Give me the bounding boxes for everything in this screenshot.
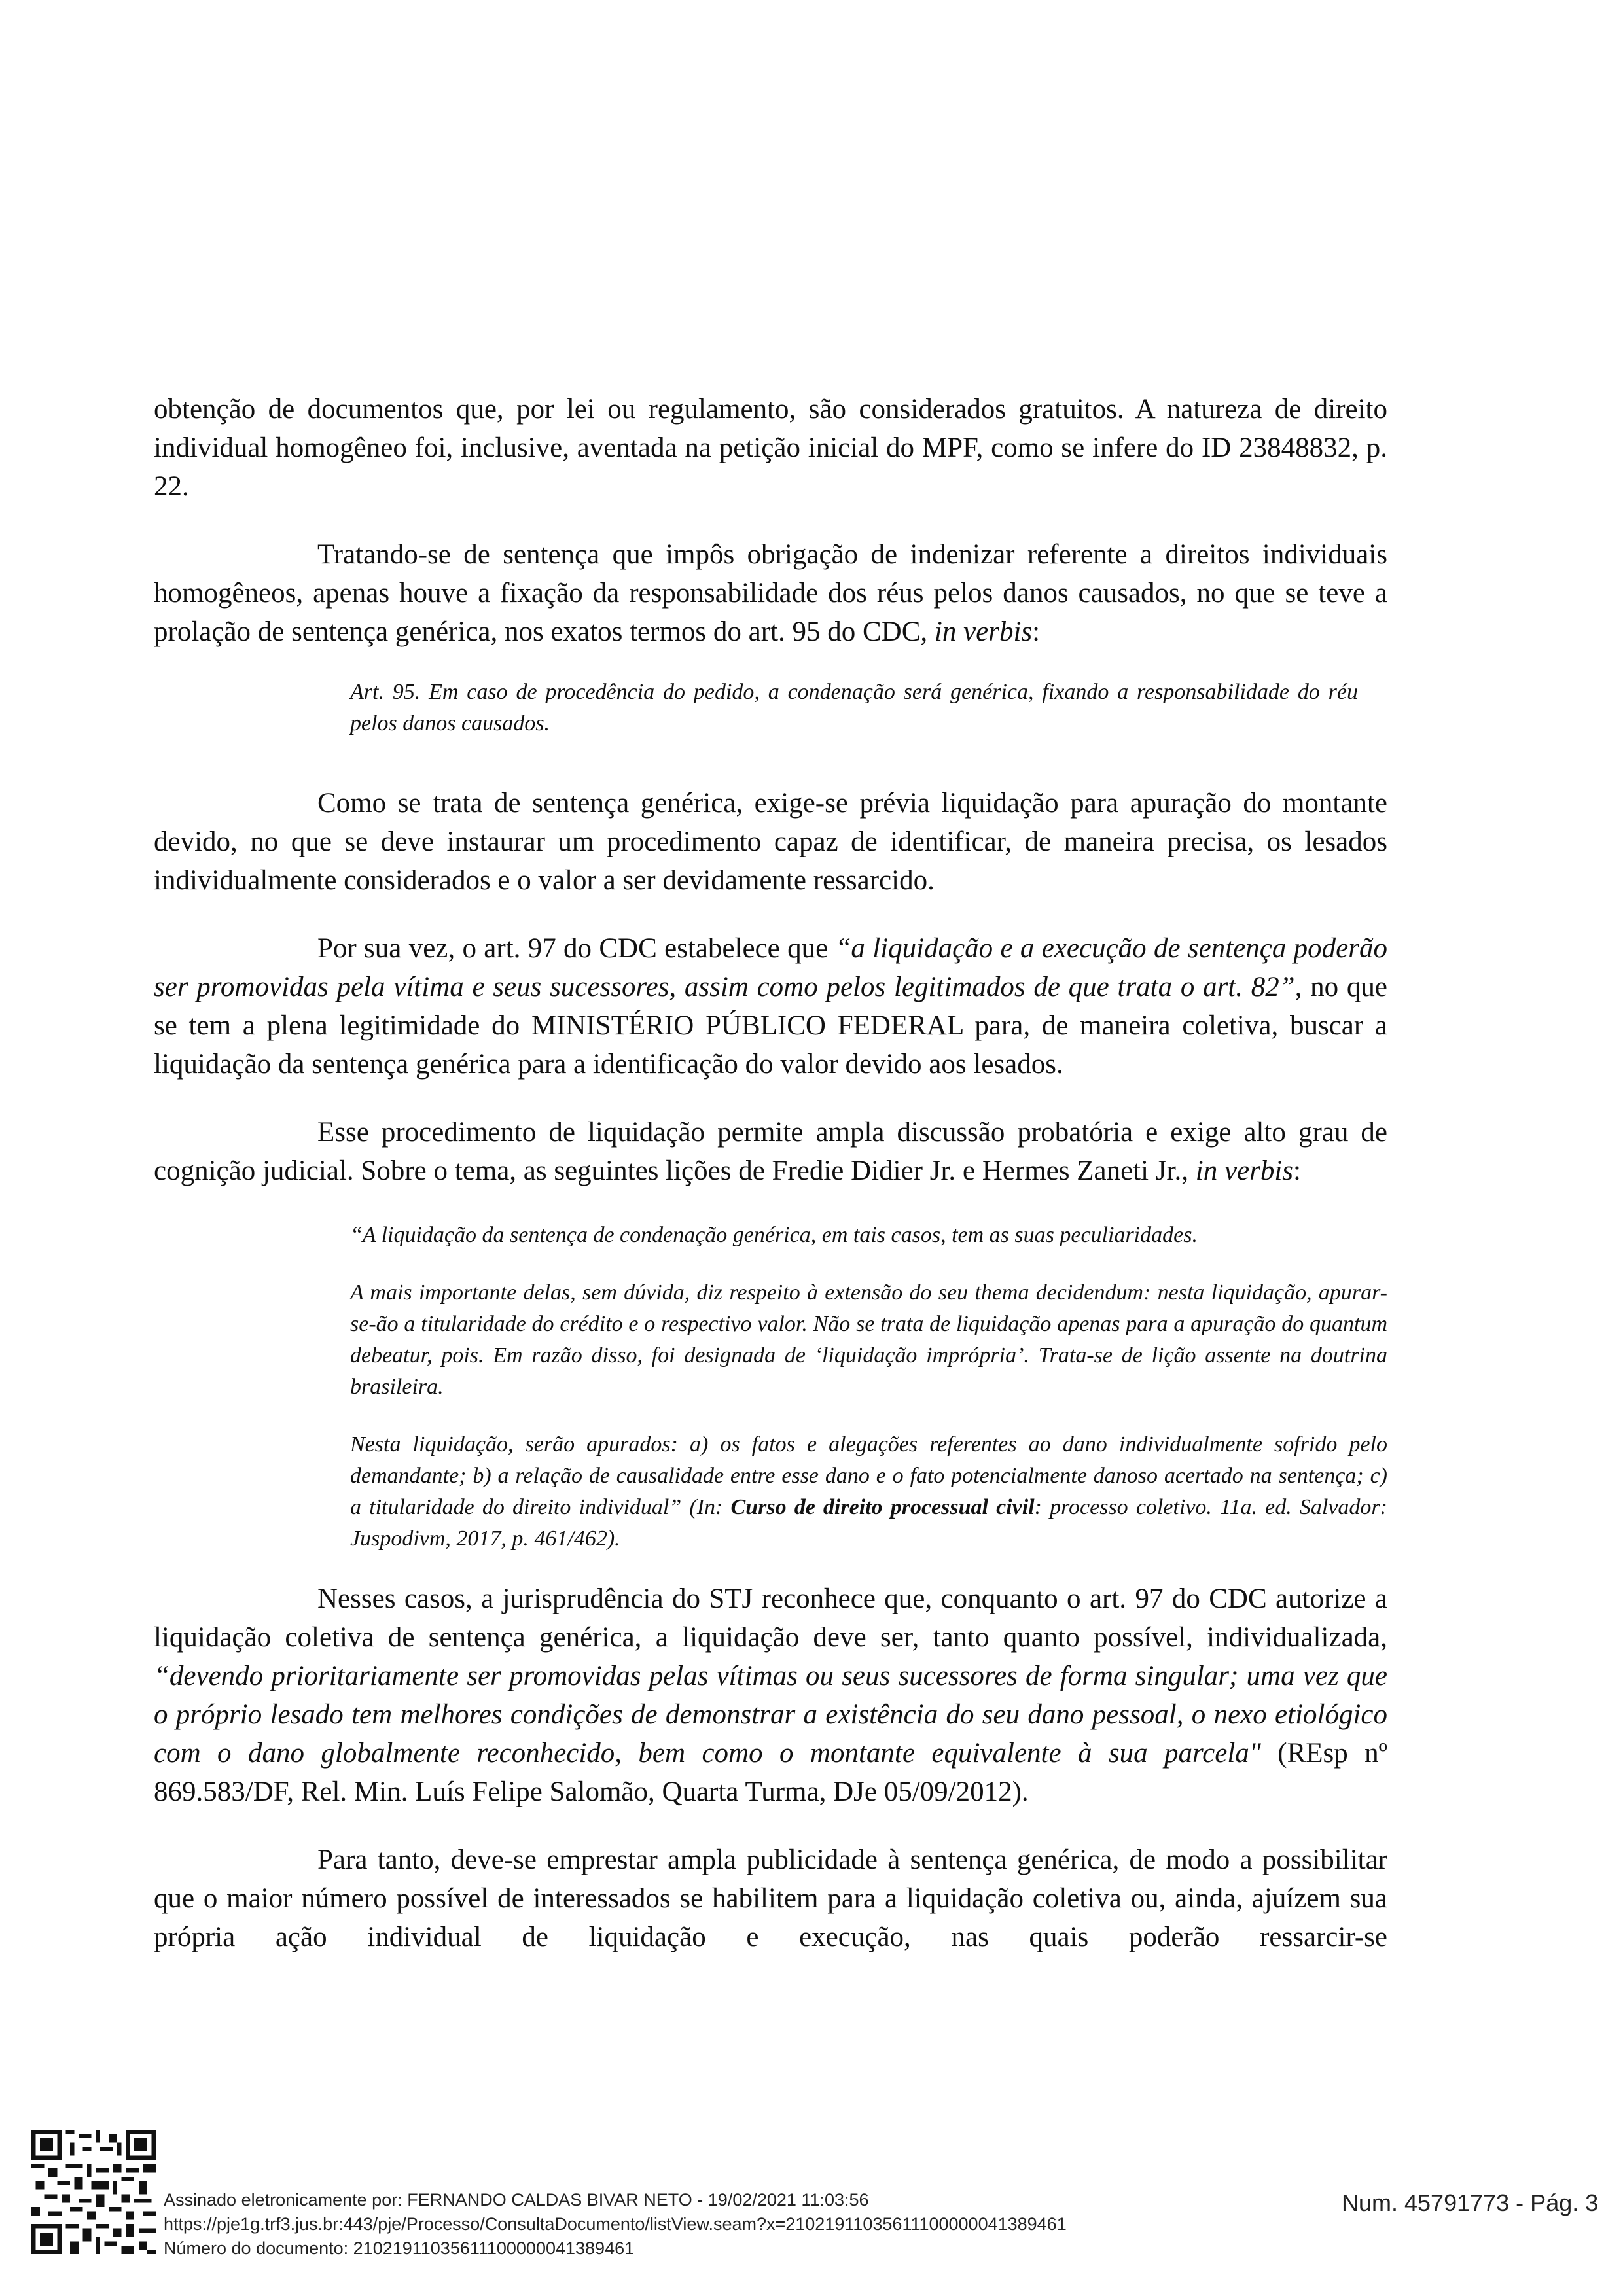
page-number: Num. 45791773 - Pág. 3	[1342, 2189, 1599, 2216]
signature-footer	[0, 2120, 1623, 2296]
quote-didier-p3-text: Nesta liquidação, serão apurados: a) os fatos e alegações referentes ao dano individualmente sofrido pelo demandante; b) a relação de causalidade entre esse dano e o fato potencialmente danoso acertado na sentença; c) a titularidade do direito individual” (In:	[350, 1432, 1387, 1519]
document-body	[154, 390, 1387, 1956]
paragraph-6-end: (REsp nº 869.583/DF, Rel. Min. Luís Felipe Salomão, Quarta Turma, DJe 05/09/2012).	[154, 1738, 1387, 1807]
paragraph-4-text: Por sua vez, o art. 97 do CDC estabelece que	[317, 933, 836, 964]
quote-didier-p1: “A liquidação da sentença de condenação genérica, em tais casos, tem as suas peculiaridades.	[350, 1223, 1198, 1247]
quote-didier	[350, 1220, 1387, 1555]
signed-by-text: Assinado eletronicamente por: FERNANDO CALDAS BIVAR NETO - 19/02/2021 11:03:56	[164, 2190, 869, 2210]
paragraph-4-italic: “a liquidação e a execução de sentença poderão ser promovidas pela vítima e seus sucessores, assim como pelos legitimados de que trata o art. 82”	[154, 933, 1387, 1002]
quote-art95-text: Art. 95. Em caso de procedência do pedido, a condenação será genérica, fixando a responsabilidade do réu pelos danos causados.	[350, 680, 1358, 735]
paragraph-4-end: , no que se tem a plena legitimidade do MINISTÉRIO PÚBLICO FEDERAL para, de maneira coletiva, buscar a liquidação da sentença genérica para a identificação do valor devido aos lesados.	[154, 972, 1387, 1080]
paragraph-5-end: :	[1293, 1156, 1301, 1186]
document-number-text: Número do documento: 21021911035611100000041389461	[164, 2238, 635, 2258]
paragraph-1: obtenção de documentos que, por lei ou regulamento, são considerados gratuitos. A natureza de direito individual homogêneo foi, inclusive, aventada na petição inicial do MPF, como se infere do ID 23848832, p. 22.	[154, 394, 1387, 502]
paragraph-6	[154, 1580, 1387, 1811]
paragraph-3: Como se trata de sentença genérica, exige-se prévia liquidação para apuração do montante devido, no que se deve instaurar um procedimento capaz de identificar, de maneira precisa, os lesados individualmente considerados e o valor a ser devidamente ressarcido.	[154, 788, 1387, 896]
paragraph-2	[154, 535, 1387, 651]
quote-didier-p3	[350, 1429, 1387, 1555]
qr-code-icon	[31, 2130, 156, 2254]
paragraph-5	[154, 1113, 1387, 1190]
quote-didier-p2: A mais importante delas, sem dúvida, diz respeito à extensão do seu thema decidendum: nesta liquidação, apurar-se-ão a titularidade do crédito e o respectivo valor. Não se trata de liquidação apenas para a apuração do quantum debeatur, pois. Em razão disso, foi designada de ‘liquidação imprópria’. Trata-se de lição assente na doutrina brasileira.	[350, 1280, 1387, 1399]
paragraph-6-text: Nesses casos, a jurisprudência do STJ reconhece que, conquanto o art. 97 do CDC autorize a liquidação coletiva de sentença genérica, a liquidação deve ser, tanto quanto possível, individualizada,	[154, 1583, 1387, 1653]
paragraph-4	[154, 929, 1387, 1084]
signature-lines	[164, 2188, 1067, 2261]
paragraph-6-italic: “devendo prioritariamente ser promovidas pelas vítimas ou seus sucessores de forma singular; uma vez que o próprio lesado tem melhores condições de demonstrar a existência do seu dano pessoal, o nexo etiológico com o dano globalmente reconhecido, bem como o montante equivalente à sua parcela"	[154, 1661, 1387, 1769]
paragraph-2-italic: in verbis	[934, 616, 1033, 647]
document-url-link[interactable]: https://pje1g.trf3.jus.br:443/pje/Processo/ConsultaDocumento/listView.seam?x=21021911035611100000041389461	[164, 2214, 1067, 2234]
quote-didier-book-title: Curso de direito processual civil	[730, 1495, 1035, 1519]
paragraph-7: Para tanto, deve-se emprestar ampla publicidade à sentença genérica, de modo a possibilitar que o maior número possível de interessados se habilitem para a liquidação coletiva ou, ainda, ajuízem sua própria ação individual de liquidação e execução, nas quais poderão ressarcir-se	[154, 1845, 1387, 1952]
quote-art95	[350, 677, 1358, 739]
quote-didier-p3-end: : processo coletivo. 11a. ed. Salvador: Juspodivm, 2017, p. 461/462).	[350, 1495, 1387, 1551]
paragraph-2-text: Tratando-se de sentença que impôs obrigação de indenizar referente a direitos individuais homogêneos, apenas houve a fixação da responsabilidade dos réus pelos danos causados, no que se teve a prolação de sentença genérica, nos exatos termos do art. 95 do CDC,	[154, 539, 1387, 647]
paragraph-5-italic: in verbis	[1195, 1156, 1294, 1186]
paragraph-2-end: :	[1032, 616, 1041, 647]
paragraph-5-text: Esse procedimento de liquidação permite ampla discussão probatória e exige alto grau de cognição judicial. Sobre o tema, as seguintes lições de Fredie Didier Jr. e Hermes Zaneti Jr.,	[154, 1117, 1387, 1186]
